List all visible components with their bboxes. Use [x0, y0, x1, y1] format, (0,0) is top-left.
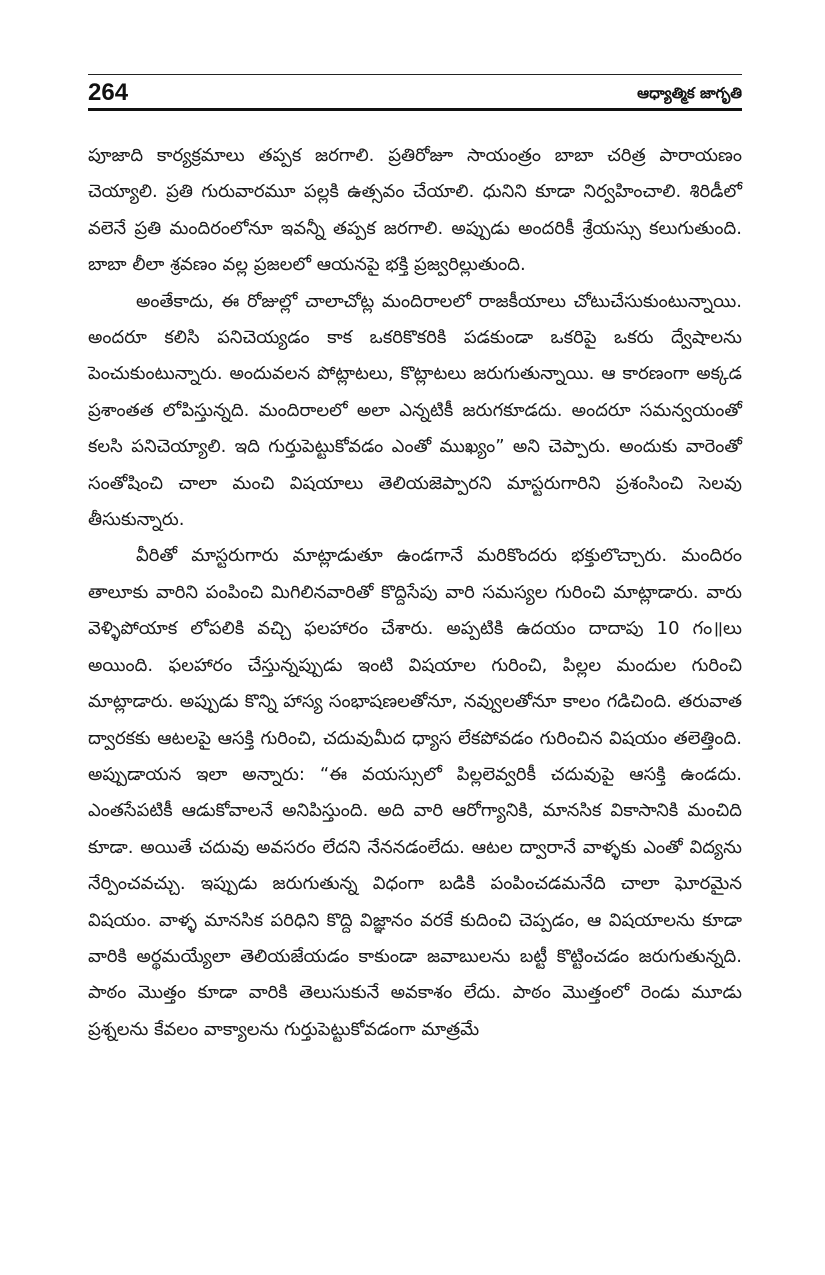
- paragraph: అంతేకాదు, ఈ రోజుల్లో చాలాచోట్ల మందిరాలలో రాజకీయాలు చోటుచేసుకుంటున్నాయి. అందరూ కలిసి పనిచెయ్యడం కాక ఒకరికొకరికి పడకుండా ఒకరిపై ఒకరు ద్వేషాలను పెంచుకుంటున్నారు. అందువలన పోట్లాటలు, కొట్లాటలు జరుగుతున్నాయి. ఆ కారణంగా అక్కడ ప్రశాంతత లోపిస్తున్నది. మందిరాలలో అలా ఎన్నటికీ జరుగకూడదు. అందరూ సమన్వయంతో కలసి పనిచెయ్యాలి. ఇది గుర్తుపెట్టుకోవడం ఎంతో ముఖ్యం” అని చెప్పారు. అందుకు వారెంతో సంతోషించి చాలా మంచి విషయాలు తెలియజెప్పారని మాస్టరుగారిని ప్రశంసించి సెలవు తీసుకున్నారు.: [88, 290, 742, 531]
- paragraph: వీరితో మాస్టరుగారు మాట్లాడుతూ ఉండగానే మరికొందరు భక్తులొచ్చారు. మందిరం తాలూకు వారిని పంపించి మిగిలినవారితో కొద్దిసేపు వారి సమస్యల గురించి మాట్లాడారు. వారు వెళ్ళిపోయాక లోపలికి వచ్చి ఫలహారం చేశారు. అప్పటికి ఉదయం దాదాపు 10 గం॥లు అయింది. ఫలహారం చేస్తున్నప్పుడు ఇంటి విషయాల గురించి, పిల్లల మందుల గురించి మాట్లాడారు. అప్పుడు కొన్ని హాస్య సంభాషణలతోనూ, నవ్వులతోనూ కాలం గడిచింది. తరువాత ద్వారకకు ఆటలపై ఆసక్తి గురించి, చదువుమీద ధ్యాస లేకపోవడం గురించిన విషయం తలెత్తింది. అప్పుడాయన ఇలా అన్నారు: “ఈ వయస్సులో పిల్లలెవ్వరికీ చదువుపై ఆసక్తి ఉండదు. ఎంతసేపటికీ ఆడుకోవాలనే అనిపిస్తుంది. అది వారి ఆరోగ్యానికి, మానసిక వికాసానికి మంచిది కూడా. అయితే చదువు అవసరం లేదని నేననడంలేదు. ఆటల ద్వారానే వాళ్ళకు ఎంతో విద్యను నేర్పించవచ్చు. ఇప్పుడు జరుగుతున్న విధంగా బడికి పంపించడమనేది చాలా ఘోరమైన విషయం. వాళ్ళ మానసిక పరిధిని కొద్ది విజ్ఞానం వరకే కుదించి చెప్పడం, ఆ విషయాలను కూడా వారికి అర్థమయ్యేలా తెలియజేయడం కాకుండా జవాబులను బట్టీ కొట్టించడం జరుగుతున్నది. పాఠం మొత్తం కూడా వారికి తెలుసుకునే అవకాశం లేదు. పాఠం మొత్తంలో రెండు మూడు ప్రశ్నలను కేవలం వాక్యాలను గుర్తుపెట్టుకోవడంగా మాత్రమే: [88, 545, 742, 1040]
- header-top-rule: [88, 74, 742, 75]
- body-text: [88, 138, 742, 1048]
- page-header: [88, 80, 742, 108]
- running-title: ఆధ్యాత్మిక జాగృతి: [637, 84, 742, 102]
- header-bottom-rule: [88, 108, 742, 111]
- page-number: 264: [88, 79, 129, 106]
- paragraph: పూజాది కార్యక్రమాలు తప్పక జరగాలి. ప్రతిరోజూ సాయంత్రం బాబా చరిత్ర పారాయణం చెయ్యాలి. ప్రతి గురువారమూ పల్లకి ఉత్సవం చేయాలి. ధునిని కూడా నిర్వహించాలి. శిరిడీలో వలెనే ప్రతి మందిరంలోనూ ఇవన్నీ తప్పక జరగాలి. అప్పుడు అందరికీ శ్రేయస్సు కలుగుతుంది. బాబా లీలా శ్రవణం వల్ల ప్రజలలో ఆయనపై భక్తి ప్రజ్వరిల్లుతుంది.: [88, 145, 742, 276]
